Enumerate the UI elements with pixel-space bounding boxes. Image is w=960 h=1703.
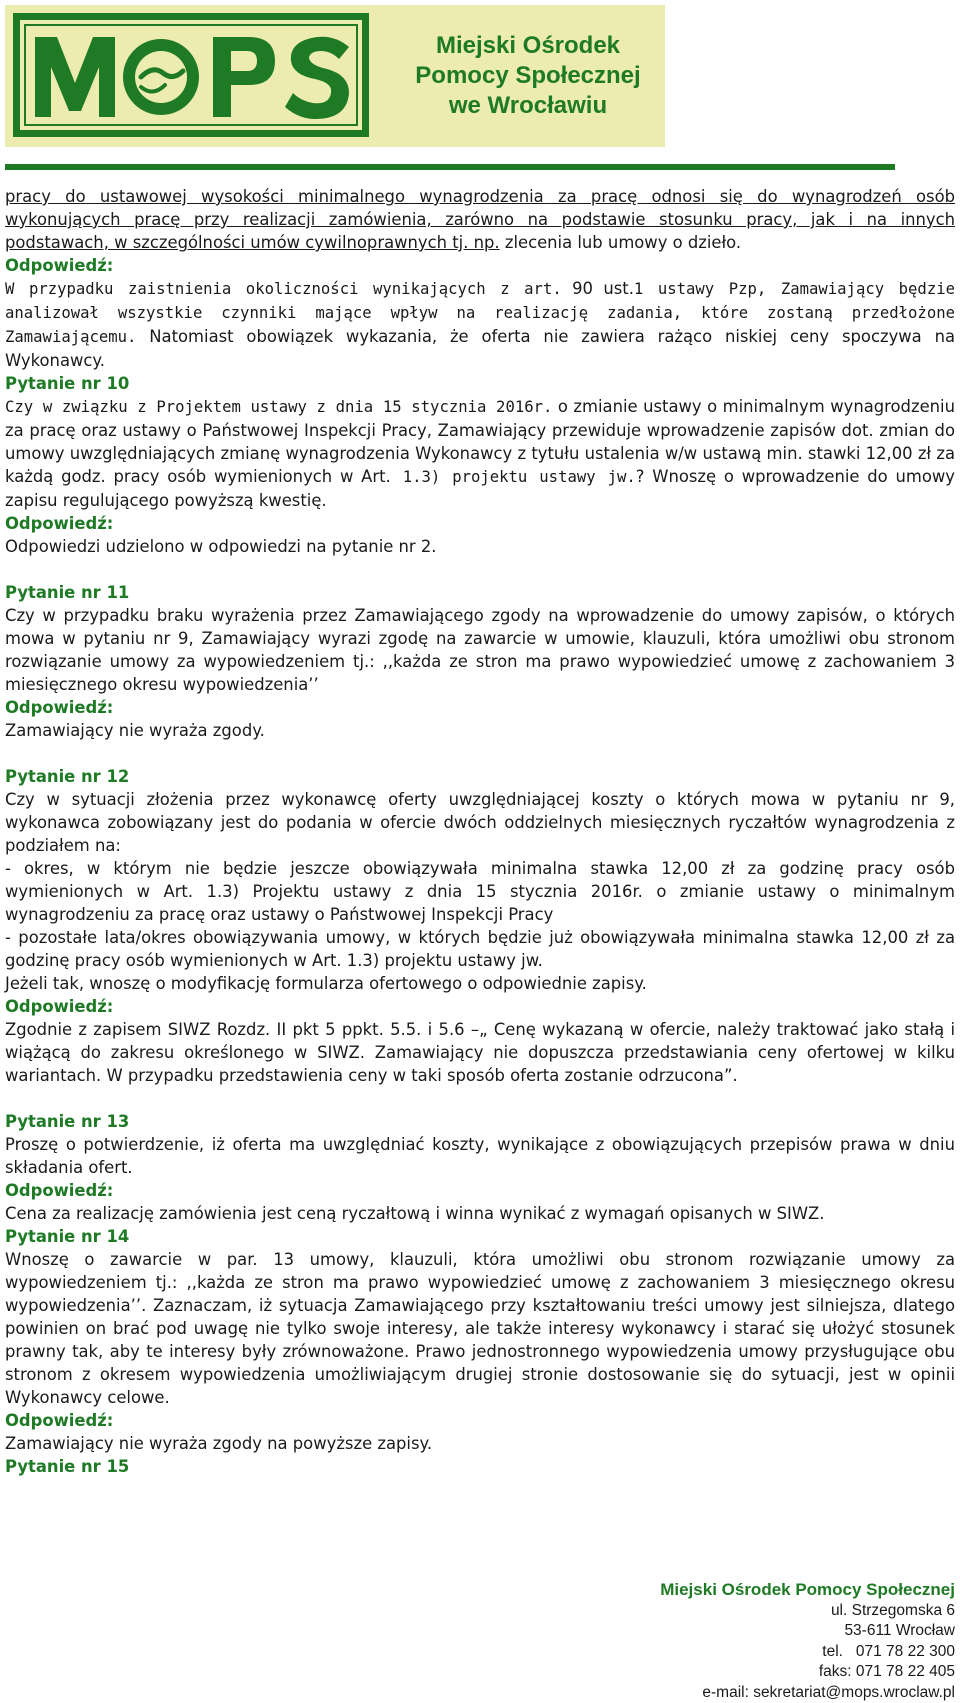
answer-text: W przypadku zaistnienia okoliczności wynikających z art. 90 ust.1 ustawy Pzp, Zamawiający będzie analizował wszystkie czynniki mające wpływ na realizację zadania, które zostaną przedłożone Zamawiającemu. Natomiast obowiązek wykazania, że oferta nie zawiera rażąco niskiej ceny spoczywa na Wykonawcy. [5, 277, 955, 372]
answer-text: Odpowiedzi udzielono w odpowiedzi na pytanie nr 2. [5, 535, 955, 558]
organization-name [393, 31, 663, 121]
page-footer [505, 1580, 955, 1703]
question-list-item: - okres, w którym nie będzie jeszcze obowiązywała minimalna stawka 12,00 zł za godzinę pracy osób wymienionych w Art. 1.3) Projektu ustawy z dnia 15 stycznia 2016r. o zmianie ustawy o minimalnym wynagrodzeniu za pracę oraz ustawy o Państwowej Inspekcji Pracy [5, 857, 955, 926]
question-title: Pytanie nr 15 [5, 1455, 955, 1478]
question-text: Wnoszę o zawarcie w par. 13 umowy, klauzuli, która umożliwi obu stronom rozwiązanie umowy za wypowiedzeniem tj.: ,,każda ze stron ma prawo wypowiedzieć umowę z zachowaniem 3 miesięcznego okresu wypowiedzenia’’. Zaznaczam, iż sytuacja Zamawiającego przy kształtowaniu treści umowy jest silniejsza, dlatego powinien on brać pod uwagę nie tylko swoje interesy, ale także interesy wykonawcy i starać się ułożyć stosunek prawny tak, aby te interesy były zrównoważone. Prawo jednostronnego wypowiedzenia umowy przysługujące obu stronom z okresem wypowiedzenia umożliwiającym drugiej stronie dostosowanie się do sytuacji, jest w opinii Wykonawcy celowe. [5, 1248, 955, 1409]
question-title: Pytanie nr 13 [5, 1110, 955, 1133]
answer-label: Odpowiedź: [5, 1179, 955, 1202]
answer-label: Odpowiedź: [5, 512, 955, 535]
answer-label: Odpowiedź: [5, 995, 955, 1018]
question-text: Czy w sytuacji złożenia przez wykonawcę oferty uwzględniającej koszty o których mowa w pytaniu nr 9, wykonawca zobowiązany jest do podania w ofercie dwóch oddzielnych miesięcznych ryczałtów wynagrodzenia z podziałem na: [5, 788, 955, 857]
footer-org-name: Miejski Ośrodek Pomocy Społecznej [505, 1580, 955, 1601]
answer-text: Cena za realizację zamówienia jest ceną ryczałtową i winna wynikać z wymagań opisanych w SIWZ. [5, 1202, 955, 1225]
answer-label: Odpowiedź: [5, 1409, 955, 1432]
mops-logo [13, 13, 369, 137]
question-title: Pytanie nr 14 [5, 1225, 955, 1248]
question-title: Pytanie nr 11 [5, 581, 955, 604]
answer-label: Odpowiedź: [5, 696, 955, 719]
answer-text: Zamawiający nie wyraża zgody. [5, 719, 955, 742]
header-rule [5, 164, 895, 170]
page-header [0, 0, 960, 175]
footer-email: e-mail: sekretariat@mops.wroclaw.pl [505, 1683, 955, 1703]
question-title: Pytanie nr 10 [5, 372, 955, 395]
answer-text: Zamawiający nie wyraża zgody na powyższe zapisy. [5, 1432, 955, 1455]
underlined-text: pracy do ustawowej wysokości minimalnego wynagrodzenia za pracę odnosi się do wynagrodzeń osób wykonujących pracę przy realizacji zamówienia, zarówno na podstawie stosunku pracy, jak i na innych podstawach, w szczególności umów cywilnoprawnych tj. np. [5, 187, 955, 252]
question-text: Jeżeli tak, wnoszę o modyfikację formularza ofertowego o odpowiednie zapisy. [5, 972, 955, 995]
text: zlecenia lub umowy o dzieło. [500, 233, 742, 252]
footer-street: ul. Strzegomska 6 [505, 1601, 955, 1622]
org-name-line-1: Miejski Ośrodek [393, 31, 663, 61]
footer-tel: tel. 071 78 22 300 [505, 1642, 955, 1663]
answer-text: Zgodnie z zapisem SIWZ Rozdz. II pkt 5 ppkt. 5.5. i 5.6 –„ Cenę wykazaną w ofercie, należy traktować jako stałą i wiążącą do zakresu określonego w SIWZ. Zamawiający nie dopuszcza przedstawiania ceny ofertowej w kilku wariantach. W przypadku przedstawienia ceny w taki sposób oferta zostanie odrzucona”. [5, 1018, 955, 1087]
question-text: Czy w przypadku braku wyrażenia przez Zamawiającego zgody na wprowadzenie do umowy zapisów, o których mowa w pytaniu nr 9, Zamawiający wyrazi zgodę na zawarcie w umowie, klauzuli, która umożliwi obu stronom rozwiązanie umowy za wypowiedzeniem tj.: ,,każda ze stron ma prawo wypowiedzieć umowę z zachowaniem 3 miesięcznego okresu wypowiedzenia’’ [5, 604, 955, 696]
question-text: Proszę o potwierdzenie, iż oferta ma uwzględniać koszty, wynikające z obowiązujących przepisów prawa w dniu składania ofert. [5, 1133, 955, 1179]
question-list-item: - pozostałe lata/okres obowiązywania umowy, w których będzie już obowiązywała minimalna stawka 12,00 zł za godzinę pracy osób wymienionych w Art. 1.3) projektu ustawy jw. [5, 926, 955, 972]
question-title: Pytanie nr 12 [5, 765, 955, 788]
paragraph [5, 185, 955, 254]
footer-city: 53-611 Wrocław [505, 1621, 955, 1642]
footer-fax: faks: 071 78 22 405 [505, 1662, 955, 1683]
document-body [5, 185, 955, 1478]
org-name-line-2: Pomocy Społecznej [393, 61, 663, 91]
logo-banner [5, 5, 665, 147]
question-text: Czy w związku z Projektem ustawy z dnia 15 stycznia 2016r. o zmianie ustawy o minimalnym wynagrodzeniu za pracę oraz ustawy o Państwowej Inspekcji Pracy, Zamawiający przewiduje wprowadzenie zapisów dot. zmian do umowy uwzględniających zmianę wynagrodzenia Wykonawcy z tytułu ustalenia w/w ustawą min. stawki 12,00 zł za każdą godz. pracy osób wymienionych w Art. 1.3) projektu ustawy jw.? Wnoszę o wprowadzenie do umowy zapisu regulującego powyższą kwestię. [5, 395, 955, 512]
answer-label: Odpowiedź: [5, 254, 955, 277]
org-name-line-3: we Wrocławiu [393, 91, 663, 121]
